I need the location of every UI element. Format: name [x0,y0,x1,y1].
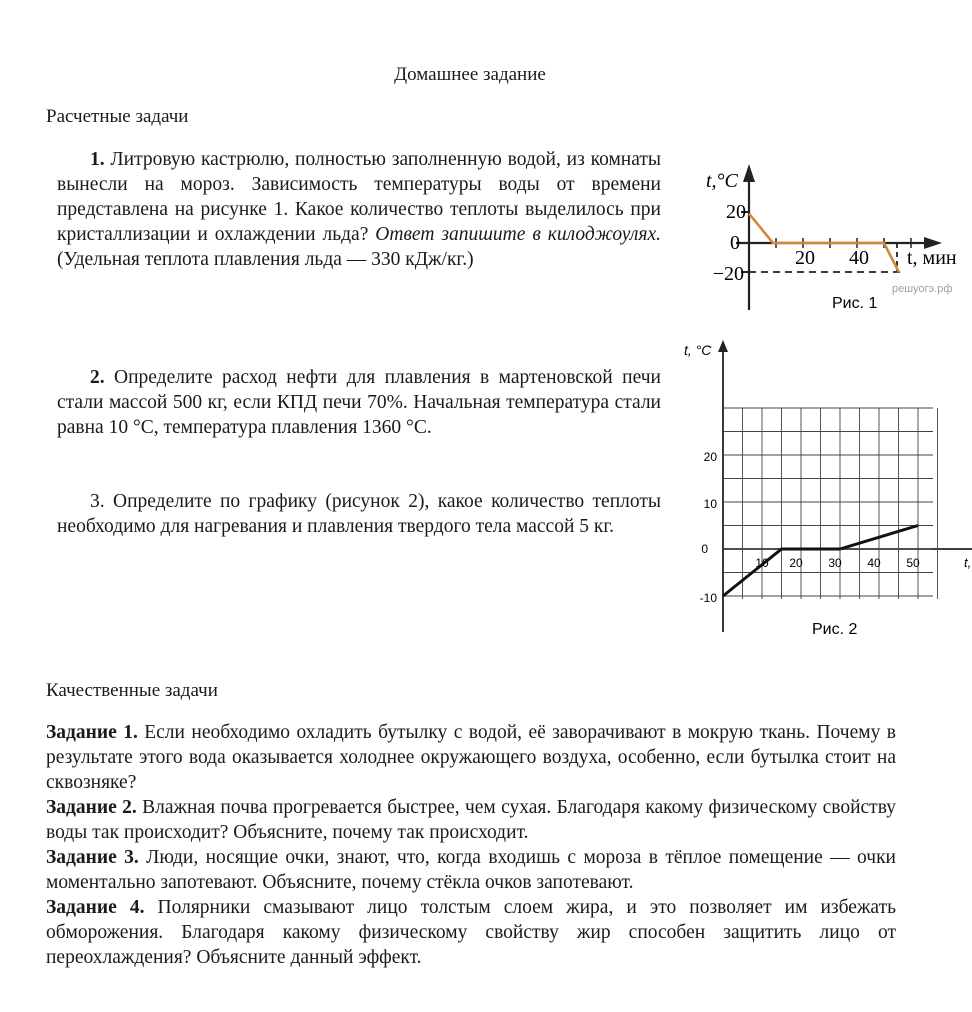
qual-task-3-label: Задание 3. [46,847,139,868]
fig2-xlabel: t, [964,555,972,570]
fig2-xtick-20: 20 [789,556,803,570]
qual-task-4-text: Полярники смазывают лицо толстым слоем жира, и это позволяет им избежать обморожения. Благодаря какому физическому свойству жир способен защитить лицо от переохлаждения? Объясните данный эффект. [46,897,896,968]
qual-task-2-label: Задание 2. [46,797,137,818]
fig2-ytick-20: 20 [703,450,717,464]
task-2-number: 2. [90,367,105,388]
fig2-y-arrow [718,340,728,352]
fig1-caption: Рис. 1 [832,295,878,312]
qual-task-1-label: Задание 1. [46,722,138,743]
fig2-xtick-50: 50 [906,556,920,570]
task-2-text: Определите расход нефти для плавления в мартеновской печи стали массой 500 кг, если КПД печи 70%. Начальная температура стали равна 10 °С, температура плавления 1360 °С. [57,367,661,438]
fig2-xtick-10: 10 [755,556,769,570]
qual-task-2-text: Влажная почва прогревается быстрее, чем сухая. Благодаря какому физическому свойству воды так происходит? Объясните, почему так происходит. [46,797,896,843]
qualitative-tasks [46,720,896,970]
figure-2-chart [680,336,972,646]
fig2-ytick-10: 10 [703,497,717,511]
section-heading-qual: Качественные задачи [46,680,218,701]
qual-task-2 [46,795,896,845]
fig1-ytick-20: 20 [726,201,746,223]
fig1-ytick-0: 0 [730,232,740,254]
fig1-ylabel: t,°C [706,170,738,192]
fig2-ytick-0: 0 [701,542,708,556]
section-heading-calc: Расчетные задачи [46,106,189,127]
task-2 [57,365,661,440]
qual-task-3 [46,845,896,895]
fig2-ylabel: t, °C [684,342,712,358]
task-1-number: 1. [90,149,105,170]
fig2-caption: Рис. 2 [812,621,858,638]
fig1-temperature-line [749,214,899,273]
task-1-text-b: (Удельная теплота плавления льда — 330 кДж/кг.) [57,249,474,270]
task-3-text: 3. Определите по графику (рисунок 2), какое количество теплоты необходимо для нагревания и плавления твердого тела массой 5 кг. [57,491,661,537]
qual-task-1 [46,720,896,795]
fig1-watermark: решуогэ.рф [892,283,953,295]
fig1-xtick-20: 20 [795,247,815,269]
qual-task-1-text: Если необходимо охладить бутылку с водой, её заворачивают в мокрую ткань. Почему в результате этого вода оказывается холоднее окружающего воздуха, особенно, если бутылка стоит на сквозняке? [46,722,896,793]
fig1-ytick-neg20: −20 [712,263,744,285]
fig2-xtick-40: 40 [867,556,881,570]
task-3 [57,489,661,539]
fig1-xlabel: t, мин [907,247,957,269]
fig2-xtick-30: 30 [828,556,842,570]
figure-1-chart [696,160,972,315]
qual-task-3-text: Люди, носящие очки, знают, что, когда входишь с мороза в тёплое помещение — очки моментально запотевают. Объясните, почему стёкла очков запотевают. [46,847,896,893]
task-1-text-italic: Ответ запишите в килоджоулях. [375,224,661,245]
qual-task-4 [46,895,896,970]
page-title: Домашнее задание [394,64,546,85]
fig1-y-arrow [743,164,755,182]
task-1-text-a: Литровую кастрюлю, полностью заполненную водой, из комнаты вынесли на мороз. Зависимость температуры воды от времени представлена на рисунке 1. Какое количество теплоты выделилось при кристаллизации и охлаждении льда? [57,149,661,245]
task-1 [57,147,661,272]
fig2-ytick-neg10: -10 [699,591,717,605]
fig1-xtick-40: 40 [849,247,869,269]
qual-task-4-label: Задание 4. [46,897,145,918]
